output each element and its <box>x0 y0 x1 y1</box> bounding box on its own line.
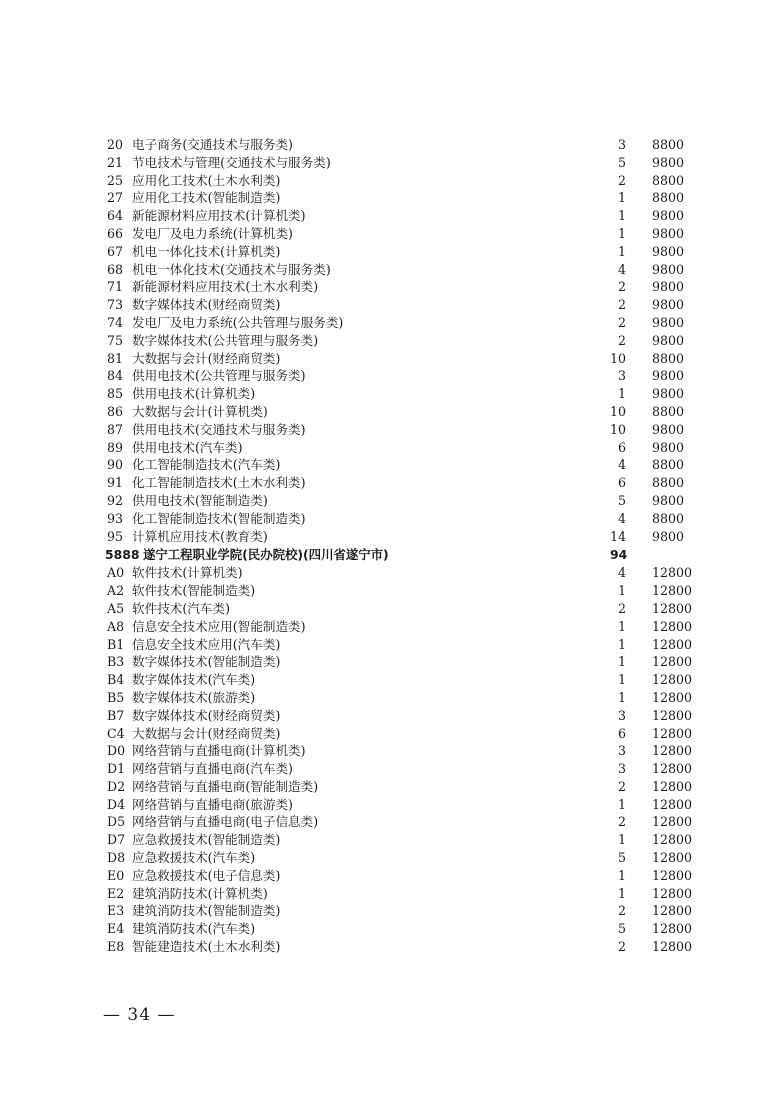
table-row <box>0 920 777 938</box>
major-name: 建筑消防技术(汽车类) <box>132 921 256 937</box>
tuition-fee: 12800 <box>652 689 693 705</box>
tuition-fee: 12800 <box>652 725 693 741</box>
tuition-fee: 12800 <box>652 636 693 652</box>
major-code: B1 <box>107 636 125 652</box>
major-name: 数字媒体技术(公共管理与服务类) <box>132 332 319 348</box>
school-name: 遂宁工程职业学院(民办院校)(四川省遂宁市) <box>143 547 389 563</box>
tuition-fee: 9800 <box>652 208 685 224</box>
table-row <box>0 885 777 903</box>
plan-count: 1 <box>617 225 626 241</box>
table-row <box>0 582 777 600</box>
major-name: 化工智能制造技术(土木水利类) <box>132 475 306 491</box>
plan-count: 2 <box>617 814 626 830</box>
plan-count: 1 <box>617 672 626 688</box>
plan-count: 3 <box>617 368 626 384</box>
tuition-fee: 12800 <box>652 583 693 599</box>
major-code: 75 <box>107 332 124 348</box>
plan-count: 10 <box>609 350 626 366</box>
tuition-fee: 9800 <box>652 368 685 384</box>
tuition-fee: 12800 <box>652 867 693 883</box>
tuition-fee: 12800 <box>652 618 693 634</box>
plan-count: 10 <box>609 403 626 419</box>
table-row <box>0 492 777 510</box>
plan-count: 2 <box>617 297 626 313</box>
major-name: 大数据与会计(财经商贸类) <box>132 725 281 741</box>
tuition-fee: 9800 <box>652 243 685 259</box>
table-row <box>0 849 777 867</box>
major-name: 电子商务(交通技术与服务类) <box>132 137 293 152</box>
table-row <box>0 314 777 332</box>
major-code: 66 <box>107 225 124 241</box>
table-row <box>0 189 777 207</box>
tuition-fee: 12800 <box>652 672 693 688</box>
plan-count: 1 <box>617 796 626 812</box>
major-code: 20 <box>107 137 124 152</box>
tuition-fee: 12800 <box>652 903 693 919</box>
major-name: 软件技术(智能制造类) <box>132 583 256 599</box>
major-code: 71 <box>107 279 124 295</box>
major-name: 供用电技术(交通技术与服务类) <box>132 421 306 437</box>
major-code: 84 <box>107 368 124 384</box>
major-name: 应用化工技术(智能制造类) <box>132 190 281 206</box>
plan-count: 5 <box>617 154 626 170</box>
plan-count: 1 <box>617 689 626 705</box>
tuition-fee: 12800 <box>652 761 693 777</box>
tuition-fee: 9800 <box>652 386 685 402</box>
major-name: 数字媒体技术(财经商贸类) <box>132 297 281 313</box>
plan-count: 1 <box>617 618 626 634</box>
table-row <box>0 796 777 814</box>
table-row <box>0 296 777 314</box>
major-code: 27 <box>107 190 124 206</box>
major-code: E2 <box>107 885 125 901</box>
plan-count: 1 <box>617 583 626 599</box>
school-total: 94 <box>610 547 628 563</box>
plan-count: 2 <box>617 600 626 616</box>
tuition-fee: 12800 <box>652 743 693 759</box>
table-row <box>0 778 777 796</box>
table-row <box>0 261 777 279</box>
table-row <box>0 172 777 190</box>
major-name: 化工智能制造技术(汽车类) <box>132 457 281 473</box>
plan-count: 14 <box>609 528 626 544</box>
major-name: 新能源材料应用技术(土木水利类) <box>132 279 319 295</box>
plan-count: 3 <box>617 743 626 759</box>
tuition-fee: 9800 <box>652 492 685 508</box>
plan-count: 2 <box>617 314 626 330</box>
plan-count: 3 <box>617 707 626 723</box>
major-code: D1 <box>107 761 126 777</box>
major-name: 建筑消防技术(智能制造类) <box>132 903 281 919</box>
major-name: 化工智能制造技术(智能制造类) <box>132 510 306 526</box>
major-name: 供用电技术(计算机类) <box>132 386 256 402</box>
plan-count: 5 <box>617 492 626 508</box>
major-name: 应用化工技术(土木水利类) <box>132 172 281 188</box>
enrollment-table <box>0 136 777 956</box>
tuition-fee: 12800 <box>652 814 693 830</box>
table-row <box>0 653 777 671</box>
plan-count: 5 <box>617 921 626 937</box>
tuition-fee: 12800 <box>652 778 693 794</box>
major-code: 92 <box>107 492 124 508</box>
tuition-fee: 12800 <box>652 832 693 848</box>
tuition-fee: 9800 <box>652 154 685 170</box>
table-row <box>0 618 777 636</box>
tuition-fee: 12800 <box>652 921 693 937</box>
major-name: 供用电技术(智能制造类) <box>132 492 268 508</box>
major-name: 网络营销与直播电商(电子信息类) <box>132 814 319 830</box>
major-code: A0 <box>107 565 125 581</box>
plan-count: 2 <box>617 778 626 794</box>
major-name: 大数据与会计(计算机类) <box>132 403 268 419</box>
major-code: D2 <box>107 778 126 794</box>
major-name: 数字媒体技术(财经商贸类) <box>132 707 281 723</box>
table-row <box>0 671 777 689</box>
major-code: 73 <box>107 297 124 313</box>
plan-count: 3 <box>617 137 626 152</box>
plan-count: 1 <box>617 654 626 670</box>
major-code: A8 <box>107 618 125 634</box>
table-row <box>0 600 777 618</box>
major-name: 供用电技术(汽车类) <box>132 439 243 455</box>
table-row <box>0 243 777 261</box>
plan-count: 4 <box>617 457 626 473</box>
major-code: 64 <box>107 208 124 224</box>
table-row <box>0 439 777 457</box>
plan-count: 6 <box>617 439 626 455</box>
table-row <box>0 207 777 225</box>
plan-count: 6 <box>617 475 626 491</box>
major-name: 发电厂及电力系统(公共管理与服务类) <box>132 314 344 330</box>
table-row <box>0 385 777 403</box>
major-code: B4 <box>107 672 125 688</box>
major-code: D8 <box>107 850 126 866</box>
major-name: 机电一体化技术(交通技术与服务类) <box>132 261 331 277</box>
tuition-fee: 9800 <box>652 261 685 277</box>
plan-count: 3 <box>617 761 626 777</box>
tuition-fee: 9800 <box>652 439 685 455</box>
major-code: D5 <box>107 814 126 830</box>
table-row <box>0 225 777 243</box>
major-name: 应急救援技术(汽车类) <box>132 850 256 866</box>
table-row <box>0 510 777 528</box>
table-row <box>0 403 777 421</box>
plan-count: 4 <box>617 565 626 581</box>
major-code: 91 <box>107 475 124 491</box>
tuition-fee: 12800 <box>652 565 693 581</box>
table-row <box>0 474 777 492</box>
table-row <box>0 831 777 849</box>
plan-count: 1 <box>617 636 626 652</box>
table-row <box>0 742 777 760</box>
major-code: 87 <box>107 421 124 437</box>
plan-count: 6 <box>617 725 626 741</box>
table-row <box>0 760 777 778</box>
plan-count: 2 <box>617 939 626 955</box>
major-code: A5 <box>107 600 125 616</box>
major-code: B3 <box>107 654 125 670</box>
major-name: 应急救援技术(电子信息类) <box>132 867 281 883</box>
major-code: B7 <box>107 707 125 723</box>
major-code: 95 <box>107 528 124 544</box>
tuition-fee: 8800 <box>652 190 685 206</box>
major-name: 网络营销与直播电商(计算机类) <box>132 743 306 759</box>
major-name: 数字媒体技术(汽车类) <box>132 672 256 688</box>
table-row <box>0 332 777 350</box>
major-name: 数字媒体技术(智能制造类) <box>132 654 281 670</box>
plan-count: 2 <box>617 332 626 348</box>
major-name: 信息安全技术应用(汽车类) <box>132 636 281 652</box>
major-name: 计算机应用技术(教育类) <box>132 528 268 544</box>
major-name: 机电一体化技术(计算机类) <box>132 243 281 259</box>
table-row <box>0 421 777 439</box>
tuition-fee: 9800 <box>652 314 685 330</box>
major-name: 智能建造技术(土木水利类) <box>132 939 281 955</box>
tuition-fee: 8800 <box>652 172 685 188</box>
major-name: 新能源材料应用技术(计算机类) <box>132 208 306 224</box>
major-code: E3 <box>107 903 125 919</box>
page-number: — 34 — <box>103 1005 176 1025</box>
tuition-fee: 9800 <box>652 297 685 313</box>
tuition-fee: 8800 <box>652 350 685 366</box>
plan-count: 5 <box>617 850 626 866</box>
major-name: 节电技术与管理(交通技术与服务类) <box>132 154 331 170</box>
tuition-fee: 12800 <box>652 707 693 723</box>
table-row <box>0 367 777 385</box>
major-code: E8 <box>107 939 125 955</box>
plan-count: 1 <box>617 386 626 402</box>
major-code: 21 <box>107 154 124 170</box>
table-row <box>0 867 777 885</box>
table-row <box>0 154 777 172</box>
major-code: 90 <box>107 457 124 473</box>
major-name: 大数据与会计(财经商贸类) <box>132 350 281 366</box>
major-code: 89 <box>107 439 124 455</box>
major-code: 93 <box>107 510 124 526</box>
plan-count: 2 <box>617 903 626 919</box>
tuition-fee: 12800 <box>652 796 693 812</box>
major-code: 81 <box>107 350 124 366</box>
school-header-row <box>0 545 777 564</box>
tuition-fee: 8800 <box>652 403 685 419</box>
major-code: 67 <box>107 243 124 259</box>
school-code: 5888 <box>105 547 140 563</box>
table-row <box>0 456 777 474</box>
tuition-fee: 12800 <box>652 885 693 901</box>
tuition-fee: 9800 <box>652 225 685 241</box>
plan-count: 4 <box>617 261 626 277</box>
tuition-fee: 12800 <box>652 850 693 866</box>
major-code: C4 <box>107 725 125 741</box>
major-name: 供用电技术(公共管理与服务类) <box>132 368 306 384</box>
table-row <box>0 707 777 725</box>
major-code: D0 <box>107 743 126 759</box>
tuition-fee: 9800 <box>652 421 685 437</box>
tuition-fee: 9800 <box>652 279 685 295</box>
major-code: A2 <box>107 583 125 599</box>
table-row <box>0 528 777 546</box>
major-name: 建筑消防技术(计算机类) <box>132 885 268 901</box>
major-code: D4 <box>107 796 126 812</box>
major-name: 数字媒体技术(旅游类) <box>132 689 256 705</box>
tuition-fee: 12800 <box>652 600 693 616</box>
plan-count: 1 <box>617 190 626 206</box>
tuition-fee: 8800 <box>652 457 685 473</box>
major-name: 网络营销与直播电商(汽车类) <box>132 761 293 777</box>
major-code: 25 <box>107 172 124 188</box>
table-row <box>0 636 777 654</box>
major-name: 软件技术(汽车类) <box>132 600 230 616</box>
table-row <box>0 938 777 956</box>
tuition-fee: 8800 <box>652 137 685 152</box>
major-code: E0 <box>107 867 125 883</box>
major-code: B5 <box>107 689 125 705</box>
major-name: 应急救援技术(智能制造类) <box>132 832 281 848</box>
tuition-fee: 9800 <box>652 332 685 348</box>
plan-count: 1 <box>617 243 626 259</box>
major-code: E4 <box>107 921 125 937</box>
plan-count: 2 <box>617 172 626 188</box>
tuition-fee: 12800 <box>652 939 693 955</box>
major-name: 信息安全技术应用(智能制造类) <box>132 618 306 634</box>
major-code: 85 <box>107 386 124 402</box>
major-name: 发电厂及电力系统(计算机类) <box>132 225 293 241</box>
major-code: 68 <box>107 261 124 277</box>
table-row <box>0 902 777 920</box>
plan-count: 1 <box>617 832 626 848</box>
table-row <box>0 350 777 368</box>
plan-count: 1 <box>617 885 626 901</box>
table-row <box>0 564 777 582</box>
table-row <box>0 725 777 743</box>
plan-count: 1 <box>617 208 626 224</box>
major-name: 网络营销与直播电商(旅游类) <box>132 796 293 812</box>
plan-count: 10 <box>609 421 626 437</box>
tuition-fee: 9800 <box>652 528 685 544</box>
table-row <box>0 689 777 707</box>
major-name: 网络营销与直播电商(智能制造类) <box>132 778 319 794</box>
major-name: 软件技术(计算机类) <box>132 565 243 581</box>
major-code: 86 <box>107 403 124 419</box>
table-row <box>0 278 777 296</box>
table-row <box>0 136 777 154</box>
tuition-fee: 8800 <box>652 510 685 526</box>
major-code: 74 <box>107 314 124 330</box>
tuition-fee: 12800 <box>652 654 693 670</box>
table-row <box>0 813 777 831</box>
plan-count: 1 <box>617 867 626 883</box>
major-code: D7 <box>107 832 126 848</box>
plan-count: 4 <box>617 510 626 526</box>
tuition-fee: 8800 <box>652 475 685 491</box>
plan-count: 2 <box>617 279 626 295</box>
